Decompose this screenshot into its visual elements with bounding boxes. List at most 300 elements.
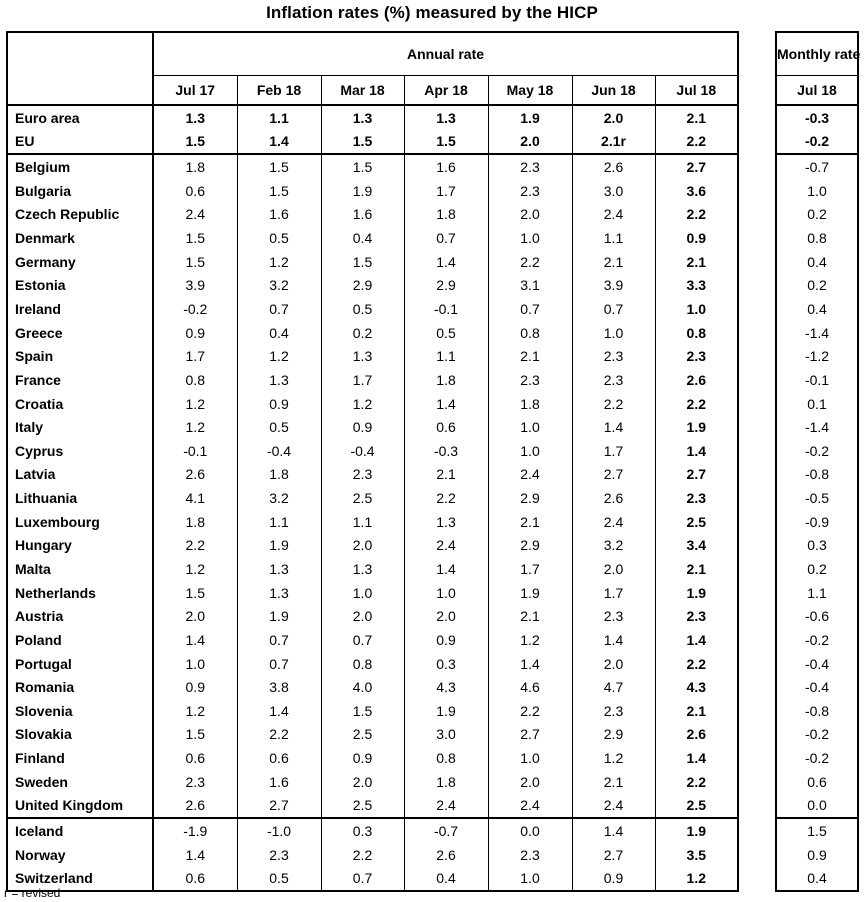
country-name: Euro area (15, 109, 80, 126)
annual-rate-cell: 3.6 (655, 179, 738, 203)
monthly-rate-cell: -0.8 (804, 466, 830, 483)
annual-rate-cell: 0.9 (237, 392, 321, 416)
country-name: Austria (15, 608, 64, 625)
table-row (7, 534, 738, 558)
table-row (776, 250, 858, 274)
annual-rate-cell: 2.0 (321, 770, 404, 794)
monthly-rate-cell: -0.7 (804, 159, 830, 176)
annual-rate-cell: 1.7 (404, 179, 488, 203)
country-name: Hungary (15, 537, 72, 554)
table-row (7, 770, 738, 794)
annual-rate-cell: 1.5 (321, 154, 404, 179)
country-name: Ireland (15, 300, 61, 317)
annual-rate-cell: 1.4 (237, 130, 321, 155)
annual-rate-cell: 1.9 (655, 818, 738, 843)
column-header: Apr 18 (404, 76, 488, 106)
country-name: Latvia (15, 466, 56, 483)
table-row (7, 510, 738, 534)
table-row (7, 226, 738, 250)
annual-rate-cell: 1.8 (153, 154, 237, 179)
annual-rate-cell: 1.1 (404, 344, 488, 368)
annual-rate-cell: 1.0 (404, 581, 488, 605)
annual-rate-table (6, 31, 739, 892)
table-row (776, 723, 858, 747)
annual-rate-cell: 2.2 (655, 130, 738, 155)
annual-rate-cell: 1.7 (572, 581, 655, 605)
annual-rate-cell: 2.1 (572, 250, 655, 274)
table-row (776, 699, 858, 723)
annual-rate-cell: 0.6 (237, 746, 321, 770)
annual-rate-cell: 1.6 (321, 203, 404, 227)
annual-rate-cell: 2.6 (572, 486, 655, 510)
country-name: Belgium (15, 159, 71, 176)
annual-rate-cell: 2.0 (572, 652, 655, 676)
column-header: Jul 17 (153, 76, 237, 106)
annual-rate-cell: 2.3 (321, 463, 404, 487)
annual-rate-cell: 2.3 (572, 604, 655, 628)
monthly-rate-cell: 0.4 (807, 870, 827, 887)
annual-rate-cell: 0.9 (655, 226, 738, 250)
annual-rate-cell: 2.1 (655, 105, 738, 130)
table-row (7, 439, 738, 463)
annual-rate-cell: 2.2 (404, 486, 488, 510)
annual-rate-cell: 0.8 (153, 368, 237, 392)
annual-rate-cell: 2.0 (153, 604, 237, 628)
annual-table-body (7, 105, 738, 891)
annual-rate-cell: 2.5 (655, 794, 738, 819)
annual-rate-cell: 2.6 (572, 154, 655, 179)
annual-rate-cell: 1.7 (321, 368, 404, 392)
table-row (7, 368, 738, 392)
annual-rate-cell: 3.0 (404, 723, 488, 747)
annual-rate-cell: 2.7 (655, 154, 738, 179)
annual-rate-cell: 1.2 (488, 628, 572, 652)
annual-rate-cell: 1.0 (572, 321, 655, 345)
annual-rate-cell: 1.5 (404, 130, 488, 155)
table-row (7, 297, 738, 321)
table-row (776, 154, 858, 179)
annual-rate-cell: 1.5 (321, 130, 404, 155)
country-name: Netherlands (15, 584, 96, 601)
annual-rate-cell: 0.9 (572, 867, 655, 892)
country-name: Romania (15, 679, 75, 696)
annual-rate-cell: 1.9 (321, 179, 404, 203)
country-name: Cyprus (15, 442, 64, 459)
annual-rate-cell: 3.9 (572, 273, 655, 297)
annual-rate-cell: 1.2 (153, 557, 237, 581)
annual-rate-cell: 4.6 (488, 675, 572, 699)
table-row (776, 818, 858, 843)
annual-rate-cell: 2.4 (404, 534, 488, 558)
annual-rate-cell: 2.4 (153, 203, 237, 227)
country-name: United Kingdom (7, 794, 153, 819)
annual-rate-cell: 3.8 (237, 675, 321, 699)
annual-rate-cell: -0.1 (404, 297, 488, 321)
column-header: May 18 (488, 76, 572, 106)
annual-rate-cell: 1.4 (655, 439, 738, 463)
monthly-rate-cell: 0.8 (807, 230, 827, 247)
annual-rate-cell: 2.6 (153, 794, 237, 819)
annual-rate-cell: 2.5 (655, 510, 738, 534)
monthly-rate-cell: 0.2 (807, 560, 827, 577)
annual-rate-cell: 2.7 (488, 723, 572, 747)
table-row (7, 723, 738, 747)
annual-rate-cell: 1.2 (237, 344, 321, 368)
column-header: Mar 18 (321, 76, 404, 106)
annual-rate-cell: 2.9 (404, 273, 488, 297)
annual-rate-cell: 0.3 (321, 818, 404, 843)
annual-rate-cell: 2.4 (572, 510, 655, 534)
annual-rate-cell: -0.4 (237, 439, 321, 463)
country-name: Slovakia (15, 726, 72, 743)
annual-rate-cell: 0.7 (321, 628, 404, 652)
country-header-cell (7, 32, 153, 105)
annual-rate-cell: 1.4 (153, 628, 237, 652)
column-header: Jul 18 (655, 76, 738, 106)
annual-rate-cell: 1.4 (572, 628, 655, 652)
table-row (7, 179, 738, 203)
annual-rate-cell: 2.2 (488, 250, 572, 274)
annual-rate-cell: 3.2 (237, 273, 321, 297)
country-name: France (15, 371, 61, 388)
table-row (776, 105, 858, 130)
annual-rate-cell: 2.5 (321, 794, 404, 819)
annual-rate-cell: 2.3 (153, 770, 237, 794)
annual-rate-cell: 1.4 (404, 250, 488, 274)
annual-rate-cell: 4.0 (321, 675, 404, 699)
annual-rate-cell: 3.0 (572, 179, 655, 203)
annual-rate-cell: 2.4 (488, 794, 572, 819)
table-row (7, 628, 738, 652)
annual-rate-cell: 1.7 (572, 439, 655, 463)
annual-rate-cell: 2.0 (572, 105, 655, 130)
annual-rate-cell: 1.1 (237, 105, 321, 130)
annual-rate-cell: 2.2 (655, 770, 738, 794)
annual-rate-cell: 2.1 (655, 557, 738, 581)
annual-rate-cell: 2.1 (488, 344, 572, 368)
annual-rate-cell: 2.1 (488, 510, 572, 534)
annual-rate-cell: 2.0 (488, 770, 572, 794)
annual-rate-cell: 0.8 (655, 321, 738, 345)
annual-rate-cell: 0.9 (404, 628, 488, 652)
annual-rate-cell: 1.1 (572, 226, 655, 250)
table-row (776, 463, 858, 487)
annual-rate-cell: 2.7 (572, 843, 655, 867)
annual-rate-cell: 2.3 (488, 368, 572, 392)
monthly-rate-cell: -0.6 (804, 608, 830, 625)
annual-rate-cell: 1.6 (237, 203, 321, 227)
annual-rate-cell: 2.7 (237, 794, 321, 819)
country-name: Norway (15, 846, 66, 863)
annual-rate-cell: 0.5 (404, 321, 488, 345)
annual-rate-cell: 1.0 (488, 226, 572, 250)
table-row (776, 628, 858, 652)
annual-rate-cell: 0.9 (153, 321, 237, 345)
annual-rate-cell: 1.3 (404, 510, 488, 534)
annual-rate-header: Annual rate (153, 32, 738, 76)
annual-rate-cell: 0.5 (237, 867, 321, 892)
monthly-rate-table (775, 31, 859, 892)
table-row (776, 297, 858, 321)
annual-rate-cell: 2.2 (572, 392, 655, 416)
table-row (776, 604, 858, 628)
annual-rate-cell: 1.4 (153, 843, 237, 867)
country-name: Croatia (15, 395, 64, 412)
annual-rate-cell: -0.7 (404, 818, 488, 843)
annual-rate-cell: 2.3 (488, 154, 572, 179)
table-row (7, 818, 738, 843)
annual-rate-cell: 2.0 (488, 203, 572, 227)
country-name: Lithuania (15, 490, 78, 507)
annual-rate-cell: 3.3 (655, 273, 738, 297)
monthly-rate-cell: -0.2 (804, 750, 830, 767)
monthly-rate-cell: -0.9 (804, 513, 830, 530)
annual-rate-cell: -1.0 (237, 818, 321, 843)
table-row (776, 321, 858, 345)
annual-rate-cell: 1.3 (321, 344, 404, 368)
annual-rate-cell: 2.3 (655, 486, 738, 510)
table-row (7, 154, 738, 179)
monthly-rate-cell: 0.4 (807, 300, 827, 317)
annual-rate-cell: 1.3 (153, 105, 237, 130)
annual-rate-cell: 1.9 (404, 699, 488, 723)
table-row (7, 652, 738, 676)
table-row (776, 392, 858, 416)
annual-rate-cell: 2.9 (572, 723, 655, 747)
annual-rate-cell: 0.9 (153, 675, 237, 699)
table-row (7, 699, 738, 723)
annual-rate-cell: 2.3 (572, 699, 655, 723)
annual-rate-cell: 1.6 (237, 770, 321, 794)
annual-rate-cell: 0.9 (321, 415, 404, 439)
annual-rate-cell: 0.6 (153, 867, 237, 892)
monthly-rate-cell: 0.2 (807, 277, 827, 294)
annual-rate-cell: 1.4 (572, 415, 655, 439)
monthly-rate-cell: -0.4 (804, 655, 830, 672)
annual-rate-cell: 1.8 (153, 510, 237, 534)
annual-rate-cell: 2.1 (572, 770, 655, 794)
monthly-rate-header: Monthly rate (776, 32, 858, 76)
annual-rate-cell: 2.1 (404, 463, 488, 487)
annual-rate-cell: 1.1 (321, 510, 404, 534)
annual-rate-cell: 0.4 (237, 321, 321, 345)
annual-rate-cell: 1.5 (321, 699, 404, 723)
annual-rate-cell: 1.5 (321, 250, 404, 274)
annual-rate-cell: 1.8 (404, 203, 488, 227)
annual-rate-cell: 0.0 (488, 818, 572, 843)
annual-rate-cell: -0.1 (153, 439, 237, 463)
annual-rate-cell: 1.3 (237, 368, 321, 392)
country-name: Iceland (15, 823, 64, 840)
annual-rate-cell: 0.5 (237, 415, 321, 439)
monthly-rate-cell: -0.4 (804, 679, 830, 696)
column-header: Jun 18 (572, 76, 655, 106)
annual-rate-cell: 3.9 (153, 273, 237, 297)
table-row (776, 130, 858, 155)
annual-rate-cell: 1.3 (404, 105, 488, 130)
annual-rate-cell: 2.2 (655, 392, 738, 416)
annual-rate-cell: 1.7 (153, 344, 237, 368)
monthly-rate-cell: -1.4 (804, 419, 830, 436)
table-row (7, 105, 738, 130)
annual-rate-cell: 0.7 (488, 297, 572, 321)
annual-rate-cell: 1.9 (655, 581, 738, 605)
country-name: Finland (15, 750, 65, 767)
annual-rate-cell: 1.0 (655, 297, 738, 321)
table-row (776, 415, 858, 439)
annual-rate-cell: 0.7 (237, 297, 321, 321)
annual-rate-cell: 3.5 (655, 843, 738, 867)
page-title: Inflation rates (%) measured by the HICP (266, 3, 598, 22)
annual-rate-cell: 0.6 (153, 746, 237, 770)
annual-rate-cell: 2.0 (488, 130, 572, 155)
annual-rate-cell: 1.9 (237, 534, 321, 558)
annual-rate-cell: 3.4 (655, 534, 738, 558)
table-row (7, 321, 738, 345)
table-row (7, 746, 738, 770)
annual-rate-cell: 3.2 (572, 534, 655, 558)
annual-rate-cell: 2.2 (237, 723, 321, 747)
annual-rate-cell: 3.1 (488, 273, 572, 297)
monthly-rate-cell: -0.3 (804, 109, 830, 126)
annual-rate-cell: 2.2 (655, 652, 738, 676)
annual-rate-cell: 2.3 (572, 368, 655, 392)
annual-rate-cell: 1.0 (488, 867, 572, 892)
annual-rate-cell: 2.6 (655, 723, 738, 747)
annual-rate-cell: 1.0 (488, 746, 572, 770)
annual-rate-cell: 2.4 (572, 794, 655, 819)
annual-rate-cell: 1.3 (321, 105, 404, 130)
annual-rate-cell: 4.3 (655, 675, 738, 699)
country-name: Czech Republic (15, 206, 120, 223)
table-row (776, 843, 858, 867)
annual-rate-cell: 1.0 (488, 439, 572, 463)
annual-rate-cell: -1.9 (153, 818, 237, 843)
annual-rate-cell: 0.7 (237, 628, 321, 652)
annual-rate-cell: 1.2 (153, 415, 237, 439)
annual-rate-cell: 2.7 (572, 463, 655, 487)
annual-rate-cell: 2.6 (153, 463, 237, 487)
monthly-rate-cell: 1.0 (807, 182, 827, 199)
table-row (776, 273, 858, 297)
annual-rate-cell: 0.8 (404, 746, 488, 770)
annual-rate-cell: 0.7 (237, 652, 321, 676)
country-name: Sweden (15, 773, 68, 790)
annual-rate-cell: 2.4 (572, 203, 655, 227)
country-name: Spain (15, 348, 54, 365)
table-row (776, 439, 858, 463)
monthly-rate-cell: -0.2 (776, 130, 858, 155)
country-name: Portugal (15, 655, 72, 672)
annual-rate-cell: 1.2 (153, 699, 237, 723)
annual-rate-cell: 1.0 (321, 581, 404, 605)
monthly-rate-cell: -1.2 (804, 348, 830, 365)
annual-rate-cell: 2.1 (655, 699, 738, 723)
annual-rate-cell: 1.0 (153, 652, 237, 676)
table-row (776, 794, 858, 819)
annual-rate-cell: -0.4 (321, 439, 404, 463)
monthly-rate-cell: -0.1 (804, 371, 830, 388)
annual-rate-cell: -0.2 (153, 297, 237, 321)
annual-rate-cell: 1.8 (404, 770, 488, 794)
monthly-rate-cell: -0.8 (804, 702, 830, 719)
column-header: Feb 18 (237, 76, 321, 106)
annual-rate-cell: 2.1r (572, 130, 655, 155)
annual-rate-cell: 2.3 (655, 604, 738, 628)
annual-rate-cell: 1.5 (237, 179, 321, 203)
annual-rate-cell: 0.9 (321, 746, 404, 770)
annual-rate-cell: 0.6 (153, 179, 237, 203)
table-row (7, 415, 738, 439)
annual-rate-cell: 0.5 (321, 297, 404, 321)
annual-rate-cell: 2.6 (655, 368, 738, 392)
country-name: EU (7, 130, 153, 155)
annual-rate-cell: 0.6 (404, 415, 488, 439)
table-row (7, 581, 738, 605)
table-row (776, 368, 858, 392)
annual-rate-cell: 2.4 (488, 463, 572, 487)
annual-rate-cell: 2.3 (488, 843, 572, 867)
annual-rate-cell: 1.5 (237, 154, 321, 179)
table-row (776, 344, 858, 368)
annual-rate-cell: 1.8 (237, 463, 321, 487)
annual-rate-cell: 1.2 (572, 746, 655, 770)
monthly-rate-cell: 0.3 (807, 537, 827, 554)
table-row (7, 463, 738, 487)
monthly-rate-cell: 0.2 (807, 206, 827, 223)
monthly-rate-cell: 0.4 (807, 253, 827, 270)
annual-rate-cell: 2.5 (321, 486, 404, 510)
annual-rate-cell: 2.9 (488, 534, 572, 558)
table-row (7, 130, 738, 155)
annual-rate-cell: 1.5 (153, 581, 237, 605)
annual-rate-cell: 1.5 (153, 130, 237, 155)
annual-rate-cell: 1.9 (655, 415, 738, 439)
table-row (776, 203, 858, 227)
country-name: Greece (15, 324, 63, 341)
country-name: Denmark (15, 230, 75, 247)
annual-rate-cell: 1.5 (153, 723, 237, 747)
annual-rate-cell: 3.2 (237, 486, 321, 510)
table-row (776, 510, 858, 534)
annual-rate-cell: 1.5 (153, 226, 237, 250)
annual-rate-cell: 1.3 (237, 557, 321, 581)
country-name: Poland (15, 631, 62, 648)
table-row (7, 604, 738, 628)
annual-rate-cell: 2.9 (488, 486, 572, 510)
table-row (7, 794, 738, 819)
monthly-rate-cell: 0.6 (807, 773, 827, 790)
annual-rate-cell: 1.4 (488, 652, 572, 676)
annual-rate-cell: 2.1 (655, 250, 738, 274)
monthly-rate-cell: -0.2 (804, 442, 830, 459)
country-name: Slovenia (15, 702, 73, 719)
annual-rate-cell: 1.9 (488, 581, 572, 605)
annual-rate-cell: 1.4 (237, 699, 321, 723)
table-row (776, 226, 858, 250)
annual-rate-cell: 1.5 (153, 250, 237, 274)
annual-rate-cell: 0.4 (321, 226, 404, 250)
annual-rate-cell: 1.3 (237, 581, 321, 605)
monthly-rate-cell: 1.1 (807, 584, 827, 601)
annual-rate-cell: 1.4 (572, 818, 655, 843)
annual-rate-cell: 2.5 (321, 723, 404, 747)
table-row (776, 557, 858, 581)
annual-rate-cell: 2.3 (655, 344, 738, 368)
annual-rate-cell: 0.3 (404, 652, 488, 676)
annual-rate-cell: 2.1 (488, 604, 572, 628)
monthly-table-body (776, 105, 858, 891)
